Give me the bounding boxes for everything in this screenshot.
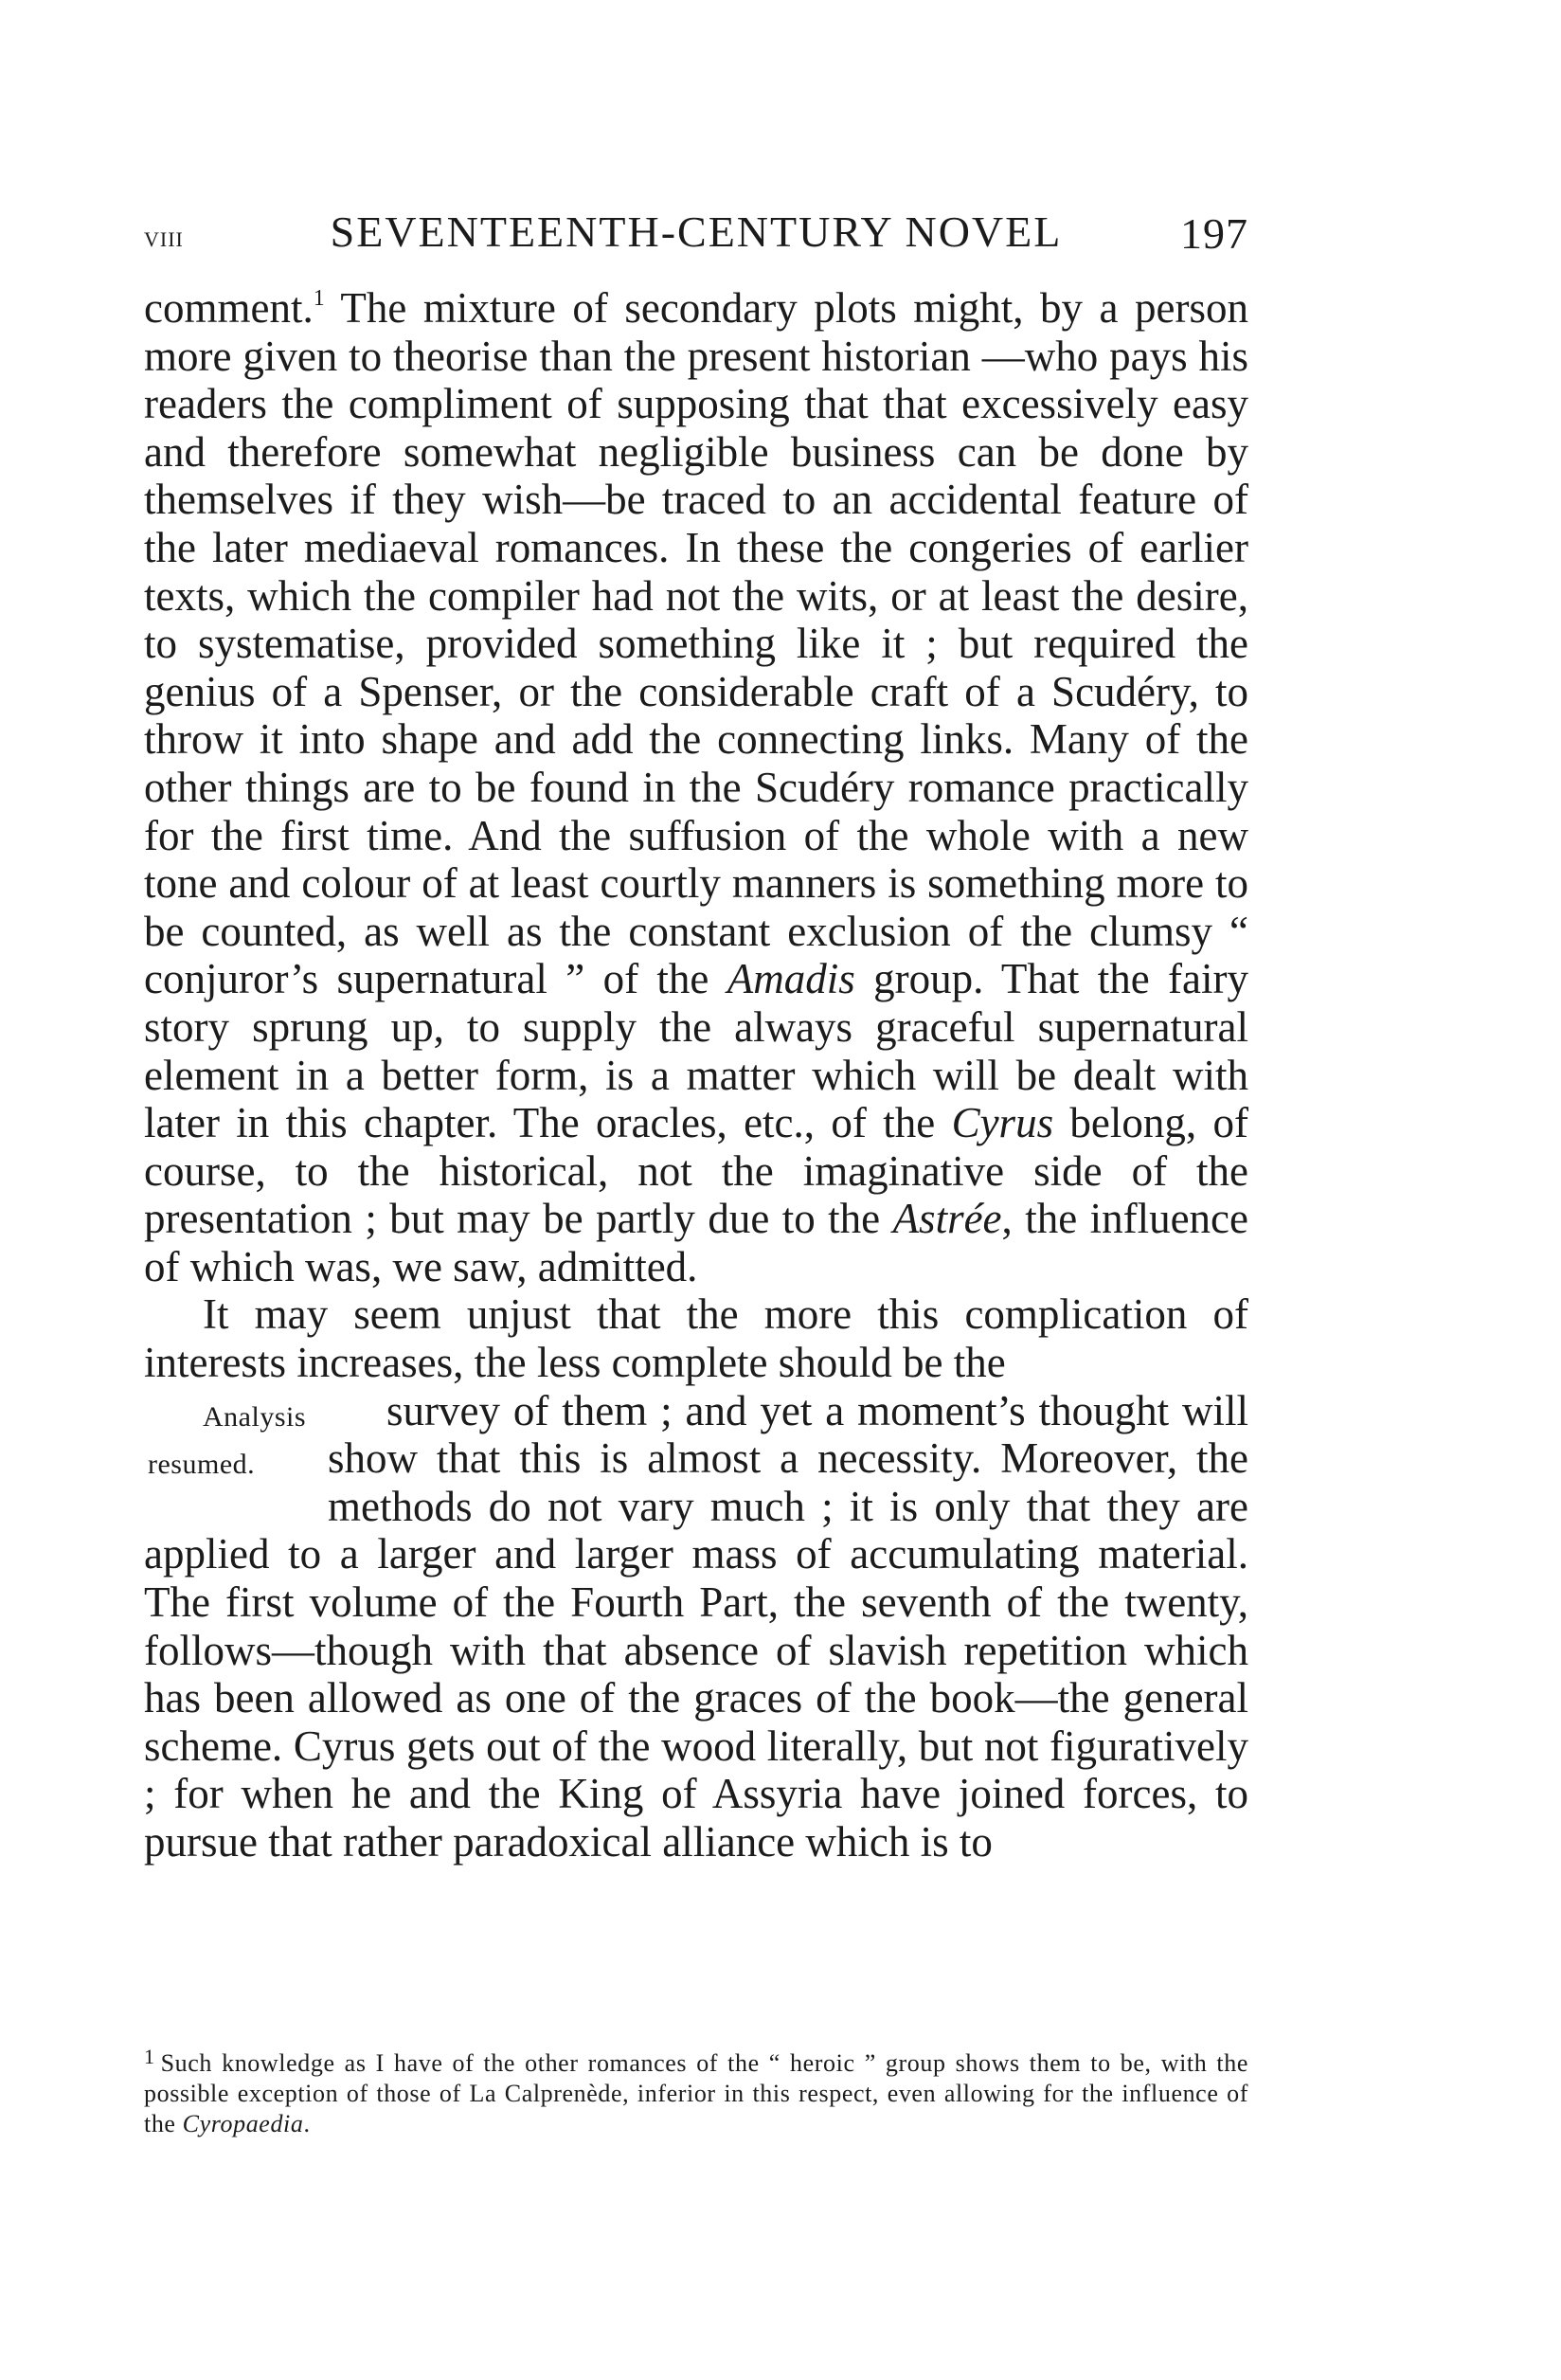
marginal-note [144,1388,328,1485]
italic-title-cyropaedia: Cyropaedia [182,2110,304,2137]
running-header [144,207,1248,267]
paragraph-2-continued [144,1387,1248,1866]
paragraph-1 [144,284,1248,1290]
running-title: SEVENTEENTH-CENTURY NOVEL [330,207,1063,256]
paragraph-1-text-b: group. That the fairy story sprung up, to supply the always graceful supernatural element in a better form, is a matter which will be dealt with later in this chapter. The oracles, etc., of the [144,955,1248,1147]
footnote-mark: 1 [144,2045,155,2068]
paragraph-1-text-d: , the influence of which was, we saw, admitted. [144,1195,1249,1290]
paragraph-1-text-a: The mixture of secondary plots might, by a person more given to theorise than the present historian —who pays his readers the compliment of supposing that that excessively easy and therefore somewhat negligible business can be done by themselves if they wish—be traced to an accidental feature of the later mediaeval romances. In these the congeries of earlier texts, which the compiler had not the wits, or at least the desire, to systematise, provided something like it ; but required the genius of a Spenser, or the considerable craft of a Scudéry, to throw it into shape and add the connecting links. Many of the other things are to be found in the Scudéry romance practically for the first time. And the suffusion of the whole with a new tone and colour of at least courtly manners is something more to be counted, as well as the constant exclusion of the clumsy “ conjuror’s supernatural ” of the [144,284,1248,1003]
paragraph-1-start: comment. [144,284,314,332]
paragraph-1-text-c: belong, of course, to the historical, not the imaginative side of the presentation ; but may be partly due to the [144,1099,1248,1243]
paragraph-2-text: survey of them ; and yet a moment’s thought will show that this is almost a necessity. Moreover, the methods do not vary much ; it is only that they are applied to a larger and larger mass of accumulating material. The first volume of the Fourth Part, the seventh of the twenty, follows—though with that absence of slavish repetition which has been allowed as one of the graces of the book—the general scheme. Cyrus gets out of the wood literally, but not figuratively ; for when he and the King of Assyria have joined forces, to pursue that rather paradoxical alliance which is to [144,1386,1248,1866]
italic-title-cyrus: Cyrus [951,1099,1054,1147]
marginal-note-line-2: resumed. [148,1449,256,1481]
paragraph-2-opening: It may seem unjust that the more this complication of interests increases, the less complete should be the [144,1290,1248,1387]
footnote-reference: 1 [313,286,325,311]
italic-title-amadis: Amadis [727,955,855,1003]
footnote-text-a: Such knowledge as I have of the other romances of the “ heroic ” group shows them to be, with the possible exception of those of La Calprenède, inferior in this respect, even allowing for the influence of the [144,2049,1248,2137]
marginal-note-line-1: Analysis [203,1400,306,1433]
footnote-text-b: . [303,2110,311,2137]
italic-title-astree: Astrée [892,1195,1002,1243]
chapter-number: viii [144,220,184,253]
footnote [144,2045,1248,2139]
page-number: 197 [1180,209,1248,258]
body-text [144,284,1248,1866]
